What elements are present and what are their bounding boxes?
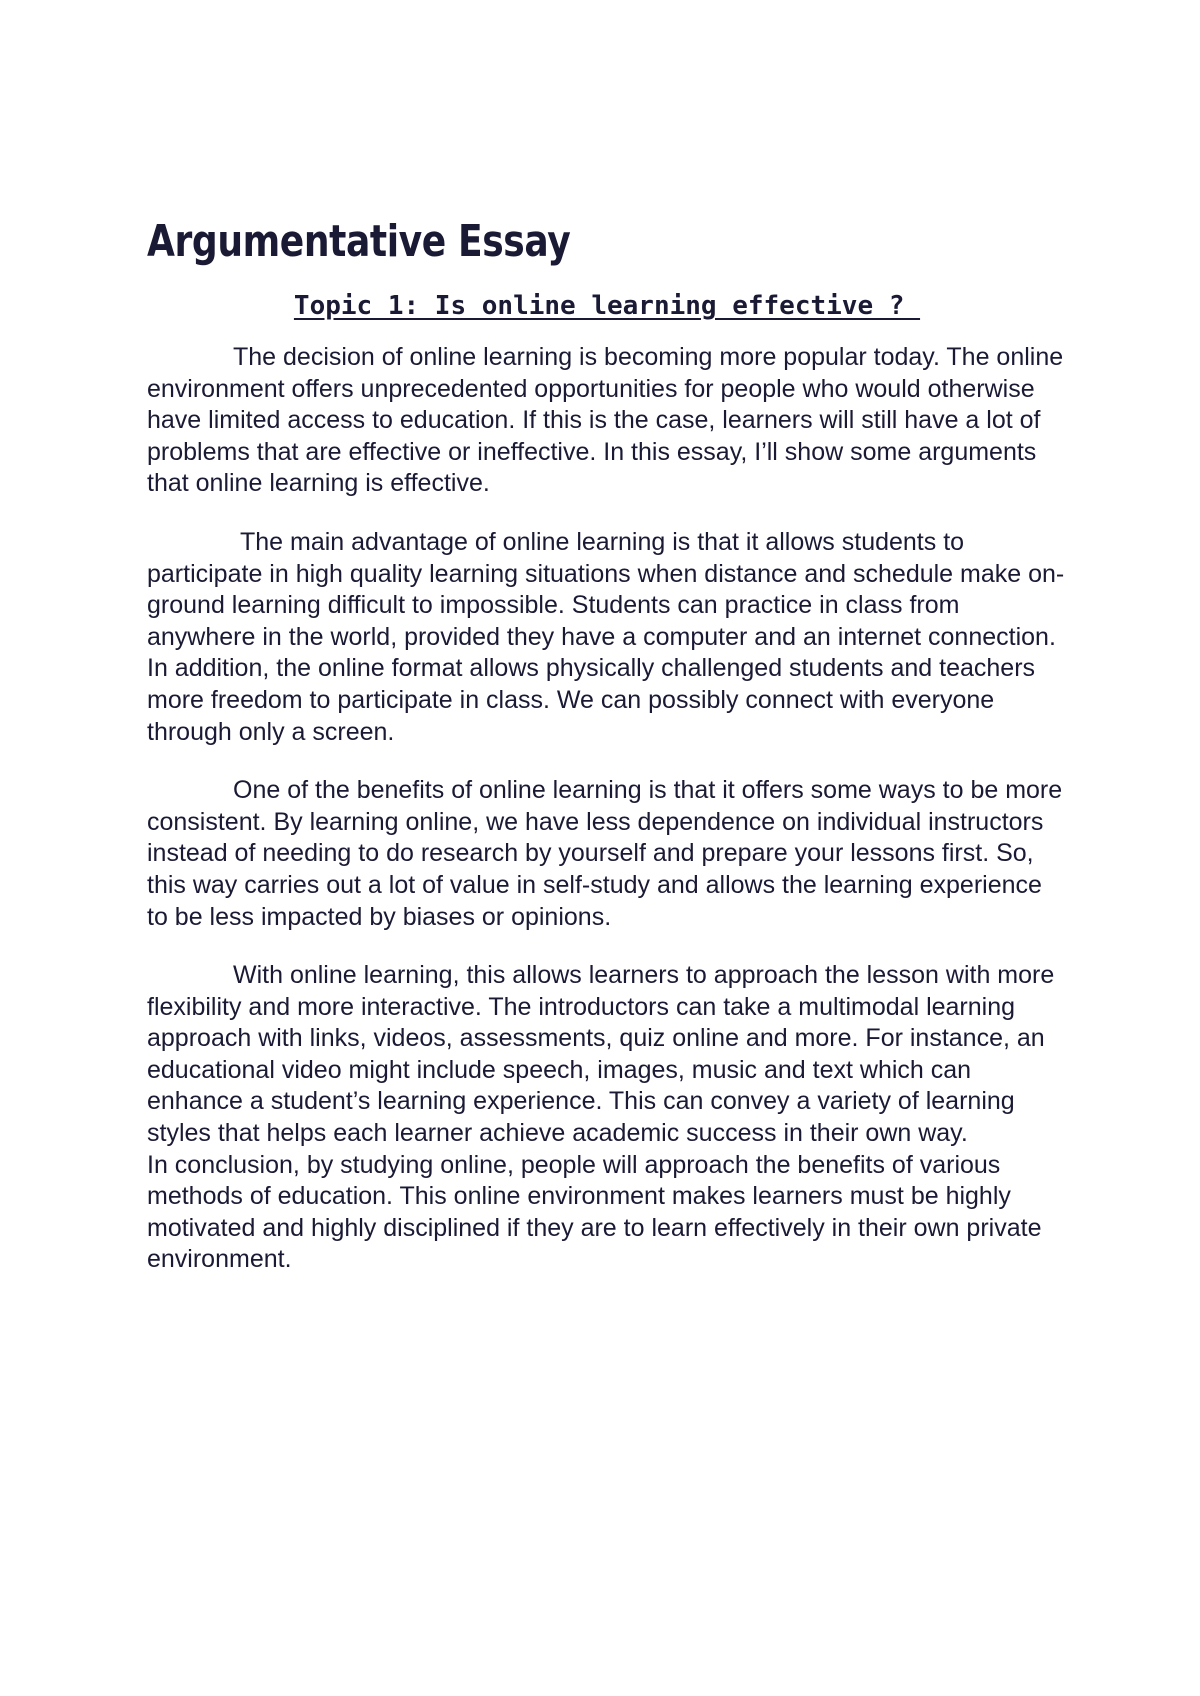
paragraph-consistency: One of the benefits of online learning is that it offers some ways to be more consistent. By learning online, we have less dependence on individual instructors instead of needing to do research by yourself and prepare your lessons first. So, this way carries out a lot of value in self-study and allows the learning experience to be less impacted by biases or opinions. [147,776,1063,931]
essay-topic: Topic 1: Is online learning effective ? [293,291,921,321]
paragraph-introduction: The decision of online learning is becoming more popular today. The online environment offers unprecedented opportunities for people who would otherwise have limited access to education. If this is the case, learners will still have a lot of problems that are effective or ineffective. In this essay, I’ll show some arguments that online learning is effective. [147,343,1064,498]
paragraph-main-advantage: The main advantage of online learning is that it allows students to participate in high quality learning situations when distance and schedule make on-ground learning difficult to impossible. Students can practice in class from anywhere in the world, provided they have a computer and an internet connection. In addition, the online format allows physically challenged students and teachers more freedom to participate in class. We can possibly connect with everyone through only a screen. [147,527,1065,746]
essay-title: Argumentative Essay [147,216,571,267]
essay-content [147,212,1067,1276]
paragraph-flexibility: With online learning, this allows learners to approach the lesson with more flexibility and more interactive. The introductors can take a multimodal learning approach with links, videos, assessments, quiz online and more. For instance, an educational video might include speech, images, music and text which can enhance a student’s learning experience. This can convey a variety of learning styles that helps each learner achieve academic success in their own way. [147,961,1055,1148]
paragraph-conclusion: In conclusion, by studying online, people will approach the benefits of various methods of education. This online environment makes learners must be highly motivated and highly disciplined if they are to learn effectively in their own private environment. [147,1150,1042,1274]
